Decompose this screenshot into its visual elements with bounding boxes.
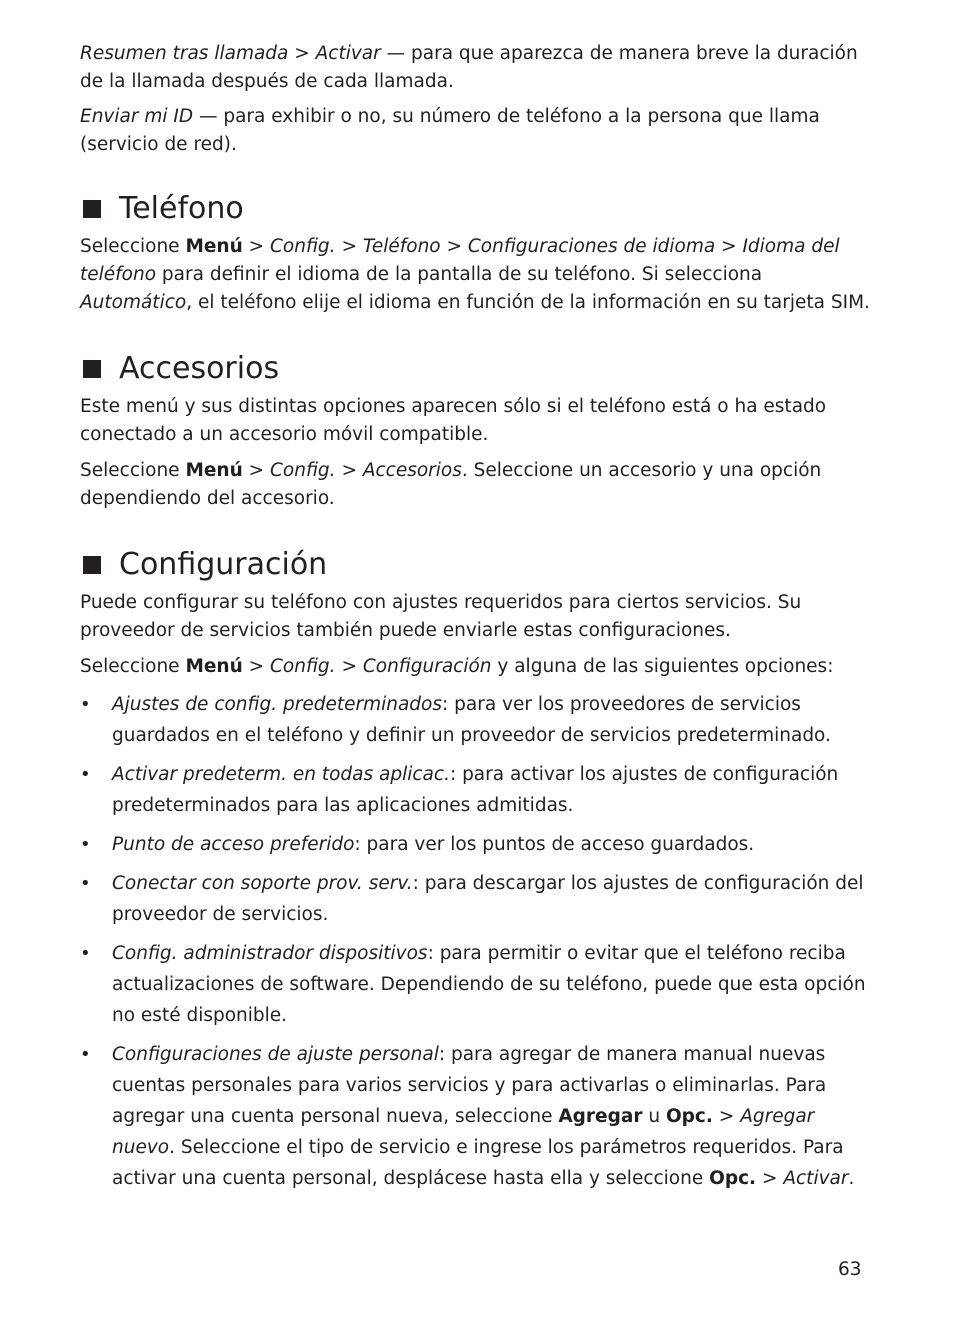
option-term: Activar predeterm. en todas aplicac. bbox=[112, 764, 450, 785]
telefono-heading-text: Teléfono bbox=[119, 191, 244, 226]
telefono-section bbox=[80, 189, 874, 317]
list-item bbox=[80, 829, 874, 860]
accesorios-select-paragraph bbox=[80, 457, 874, 513]
square-bullet-icon bbox=[83, 556, 101, 574]
list-item bbox=[80, 868, 874, 930]
config-term: Config. bbox=[270, 656, 336, 677]
send-id-paragraph bbox=[80, 103, 874, 159]
option-term: Config. administrador dispositivos bbox=[112, 943, 428, 964]
config-term: Config. bbox=[270, 236, 336, 257]
option-term: Punto de acceso preferido bbox=[112, 834, 355, 855]
opc-keyword: Opc. bbox=[665, 1106, 713, 1127]
bullet-icon: • bbox=[80, 1044, 91, 1065]
option-text: : para ver los proveedores de servicios guardados en el teléfono y definir un proveedor de servicios predeterminado. bbox=[112, 694, 831, 746]
opc-keyword: Opc. bbox=[709, 1168, 757, 1189]
text-run: , el teléfono elije el idioma en función de la información en su tarjeta SIM. bbox=[186, 292, 870, 313]
text-run: u bbox=[642, 1106, 666, 1127]
configuracion-heading-text: Configuración bbox=[119, 547, 328, 582]
text-run: > bbox=[242, 656, 271, 677]
text-run: . Seleccione un accesorio y una opción dependiendo del accesorio. bbox=[80, 460, 822, 509]
phone-language-term: Idioma del teléfono bbox=[80, 236, 840, 285]
options-list bbox=[80, 689, 874, 1194]
telefono-term: Teléfono bbox=[362, 236, 441, 257]
menu-keyword: Menú bbox=[185, 460, 243, 481]
send-id-text: — para exhibir o no, su número de teléfono a la persona que llama (servicio de red). bbox=[80, 106, 820, 155]
configuracion-term: Configuración bbox=[362, 656, 492, 677]
menu-keyword: Menú bbox=[185, 236, 243, 257]
square-bullet-icon bbox=[83, 360, 101, 378]
config-term: Config. bbox=[270, 460, 336, 481]
agregar-keyword: Agregar bbox=[558, 1106, 643, 1127]
option-text: : para descargar los ajustes de configuración del proveedor de servicios. bbox=[112, 873, 864, 925]
option-text: : para ver los puntos de acceso guardados. bbox=[354, 834, 755, 855]
text-run: Seleccione bbox=[80, 236, 186, 257]
add-new-term: Agregar nuevo bbox=[112, 1106, 815, 1158]
option-text: : para permitir o evitar que el teléfono reciba actualizaciones de software. Dependiendo de su teléfono, puede que esta opción no esté disponible. bbox=[112, 943, 866, 1026]
text-run: Seleccione bbox=[80, 460, 186, 481]
menu-keyword: Menú bbox=[185, 656, 243, 677]
text-run: > bbox=[712, 1106, 741, 1127]
bullet-icon: • bbox=[80, 873, 91, 894]
text-run: > bbox=[715, 236, 743, 257]
bullet-icon: • bbox=[80, 943, 91, 964]
telefono-heading bbox=[80, 189, 874, 229]
accesorios-section bbox=[80, 349, 874, 513]
configuracion-section bbox=[80, 545, 874, 1194]
list-item bbox=[80, 689, 874, 751]
bullet-icon: • bbox=[80, 764, 91, 785]
text-run: > bbox=[335, 656, 363, 677]
list-item bbox=[80, 1039, 874, 1194]
text-run: > bbox=[242, 236, 271, 257]
page-number: 63 bbox=[838, 1259, 862, 1280]
list-item bbox=[80, 938, 874, 1031]
bullet-icon: • bbox=[80, 694, 91, 715]
option-text: : para activar los ajustes de configuración predeterminados para las aplicaciones admitidas. bbox=[112, 764, 839, 816]
text-run: Seleccione bbox=[80, 656, 186, 677]
accesorios-heading bbox=[80, 349, 874, 389]
send-id-term: Enviar mi ID bbox=[80, 106, 194, 127]
text-run: : para agregar de manera manual nuevas cuentas personales para varios servicios y para activarlas o eliminarlas. Para agregar una cuenta personal nueva, seleccione bbox=[112, 1044, 827, 1127]
accesorios-term: Accesorios bbox=[362, 460, 462, 481]
list-item bbox=[80, 759, 874, 821]
bullet-icon: • bbox=[80, 834, 91, 855]
text-run: y alguna de las siguientes opciones: bbox=[491, 656, 834, 677]
telefono-paragraph bbox=[80, 233, 874, 317]
accesorios-intro-paragraph: Este menú y sus distintas opciones aparecen sólo si el teléfono está o ha estado conectado a un accesorio móvil compatible. bbox=[80, 396, 827, 445]
square-bullet-icon bbox=[83, 200, 101, 218]
option-term: Ajustes de config. predeterminados bbox=[112, 694, 443, 715]
call-summary-text: — para que aparezca de manera breve la duración de la llamada después de cada llamada. bbox=[80, 43, 858, 92]
option-term: Configuraciones de ajuste personal bbox=[112, 1044, 439, 1065]
text-run: > bbox=[440, 236, 468, 257]
configuracion-select-paragraph bbox=[80, 653, 874, 681]
text-run: > bbox=[242, 460, 271, 481]
text-run: . bbox=[848, 1168, 855, 1189]
automatic-term: Automático bbox=[80, 292, 187, 313]
document-page bbox=[80, 40, 874, 1202]
configuracion-intro-paragraph: Puede configurar su teléfono con ajustes requeridos para ciertos servicios. Su proveedor de servicios también puede enviarle estas configuraciones. bbox=[80, 592, 802, 641]
accesorios-heading-text: Accesorios bbox=[119, 351, 280, 386]
option-term: Conectar con soporte prov. serv. bbox=[112, 873, 413, 894]
language-settings-term: Configuraciones de idioma bbox=[467, 236, 716, 257]
call-summary-paragraph bbox=[80, 40, 874, 96]
configuracion-heading bbox=[80, 545, 874, 585]
text-run: > bbox=[756, 1168, 784, 1189]
text-run: . Seleccione el tipo de servicio e ingrese los parámetros requeridos. Para activar una cuenta personal, desplácese hasta ella y seleccione bbox=[112, 1137, 844, 1189]
activate-term: Activar bbox=[783, 1168, 849, 1189]
text-run: > bbox=[335, 236, 363, 257]
text-run: para definir el idioma de la pantalla de su teléfono. Si selecciona bbox=[156, 264, 763, 285]
text-run: > bbox=[335, 460, 363, 481]
call-summary-term: Resumen tras llamada > Activar bbox=[80, 43, 381, 64]
